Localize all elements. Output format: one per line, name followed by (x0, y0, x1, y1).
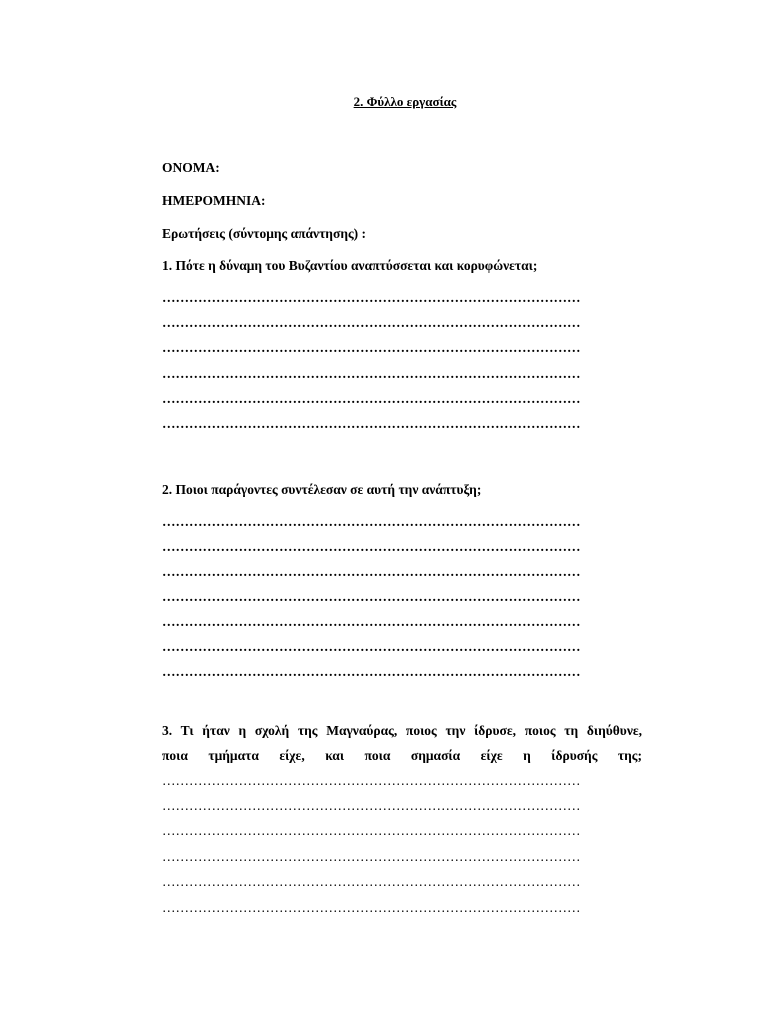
answer-line: ………………………………………………………………………………… (162, 290, 581, 305)
answer-line: ………………………………………………………………………………… (162, 589, 581, 604)
answer-line: ………………………………………………………………………………… (162, 391, 581, 406)
answer-line: ………………………………………………………………………………… (162, 900, 581, 915)
answer-line: ………………………………………………………………………………… (162, 614, 581, 629)
question-3-text (162, 718, 642, 768)
answer-line: ………………………………………………………………………………… (162, 514, 581, 529)
question-2-text: 2. Ποιοι παράγοντες συντέλεσαν σε αυτή την ανάπτυξη; (162, 482, 482, 497)
answer-line: ………………………………………………………………………………… (162, 874, 581, 889)
answer-line: ………………………………………………………………………………… (162, 664, 581, 679)
answer-line: ………………………………………………………………………………… (162, 773, 581, 788)
question-1-text: 1. Πότε η δύναμη του Βυζαντίου αναπτύσσεται και κορυφώνεται; (162, 258, 538, 273)
question-3-line: 3. Τι ήταν η σχολή της Μαγναύρας, ποιος την ίδρυσε, ποιος τη διηύθυνε, (162, 723, 642, 738)
worksheet-title: 2. Φύλλο εργασίας (353, 94, 457, 109)
answer-line: ………………………………………………………………………………… (162, 849, 581, 864)
answer-line: ………………………………………………………………………………… (162, 823, 581, 838)
answer-line: ………………………………………………………………………………… (162, 416, 581, 431)
answer-line: ………………………………………………………………………………… (162, 639, 581, 654)
answer-line: ………………………………………………………………………………… (162, 539, 581, 554)
date-field-label: ΗΜΕΡΟΜΗΝΙΑ: (162, 193, 266, 208)
answer-line: ………………………………………………………………………………… (162, 315, 581, 330)
question-3-line: ποια τμήματα είχε, και ποια σημασία είχε η ίδρυσής της; (162, 748, 642, 763)
answer-line: ………………………………………………………………………………… (162, 564, 581, 579)
name-field-label: ΟΝΟΜΑ: (162, 160, 220, 175)
instructions-text: Ερωτήσεις (σύντομης απάντησης) : (162, 226, 367, 241)
answer-line: ………………………………………………………………………………… (162, 340, 581, 355)
answer-line: ………………………………………………………………………………… (162, 798, 581, 813)
answer-line: ………………………………………………………………………………… (162, 366, 581, 381)
